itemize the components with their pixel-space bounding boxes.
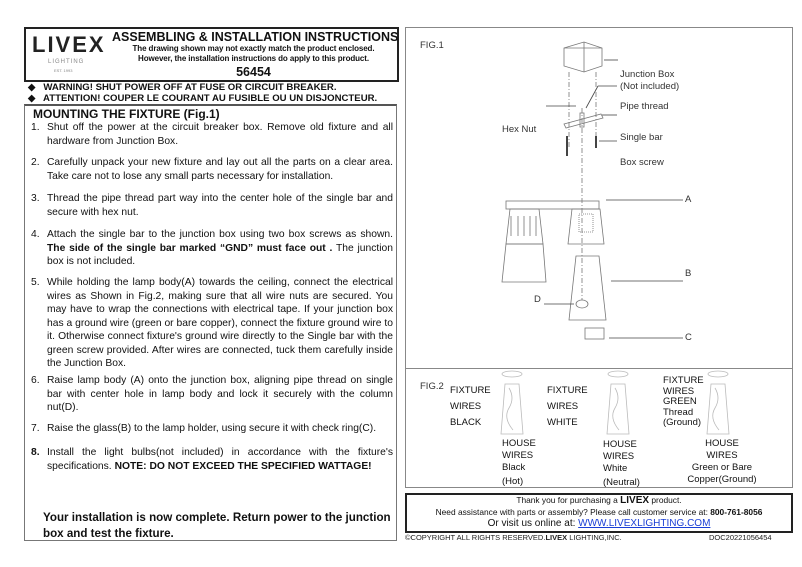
step-2	[31, 156, 393, 183]
step-text: Raise lamp body (A) onto the junction box, aligning pipe thread on single bar with center hole in lamp body and lock it securely with the column nut(D).	[47, 375, 393, 413]
step-6	[31, 374, 393, 415]
label-single-bar: Single bar	[620, 132, 663, 143]
step-number: 6.	[31, 375, 40, 386]
label-c: C	[685, 332, 692, 343]
page-title: ASSEMBLING & INSTALLATION INSTRUCTIONS	[112, 30, 399, 44]
footer-text: Or visit us online at:	[487, 518, 576, 529]
step-4	[31, 228, 393, 269]
step-emphasis: NOTE: DO NOT EXCEED THE SPECIFIED WATTAGE!	[114, 460, 372, 472]
wire-label: HOUSE	[603, 439, 637, 450]
label-b: B	[685, 268, 692, 279]
check-ring-shape	[585, 328, 604, 339]
wire-label: WIRES	[706, 450, 738, 461]
header-note: The drawing shown may not exactly match the product enclosed.	[132, 44, 375, 53]
warning-en: ◆ WARNING! SHUT POWER OFF AT FUSE OR CIRCUIT BREAKER.	[28, 82, 337, 93]
house-wires-ground	[676, 438, 768, 486]
house-wires-white	[603, 439, 640, 489]
fixture-wires-white	[547, 383, 588, 431]
step-text: Install the light bulbs(not included) in accordance with the fixture's specifications.	[47, 447, 393, 472]
footer-text: product.	[651, 495, 682, 505]
header-note: However, the installation instructions do apply to this product.	[138, 54, 369, 63]
wire-label: HOUSE	[502, 438, 536, 449]
label-pipe-thread: Pipe thread	[620, 101, 669, 112]
wire-label: FIXTURE	[450, 385, 491, 396]
step-number: 4.	[31, 229, 40, 240]
label-hex-nut: Hex Nut	[502, 124, 537, 135]
wire-label: WIRES	[663, 385, 695, 397]
copyright-text: LIGHTING,INC.	[567, 533, 622, 542]
wire-label: FIXTURE	[663, 375, 704, 386]
header-title-block	[112, 30, 399, 79]
wire-label: WIRES	[502, 450, 534, 461]
warning-text: ATTENTION! COUPER LE COURANT AU FUSIBLE OU UN DISJONCTEUR.	[43, 93, 378, 104]
fixture-wires-ground	[663, 376, 704, 429]
figure-title: FIG.2	[420, 381, 444, 392]
wire-label: FIXTURE	[547, 385, 588, 396]
step-text: Carefully unpack your new fixture and lay out all the parts on a clear area. Take care not to lose any small parts necessary for installation.	[47, 157, 393, 182]
step-emphasis: The side of the single bar marked “GND” must face out .	[47, 242, 333, 254]
livex-logo	[30, 34, 110, 76]
website-link[interactable]: WWW.LIVEXLIGHTING.COM	[578, 518, 711, 529]
logo-subtitle: LIGHTING	[48, 59, 85, 65]
section-title: MOUNTING THE FIXTURE (Fig.1)	[33, 107, 220, 121]
fixture-wires-black	[450, 383, 491, 431]
step-number: 8.	[31, 447, 40, 458]
copyright-text: ©COPYRIGHT ALL RIGHTS RESERVED.	[405, 533, 546, 542]
wire-label: Black	[502, 462, 526, 473]
figure-2	[405, 368, 793, 488]
step-number: 5.	[31, 277, 40, 288]
step-text: Raise the glass(B) to the lamp holder, using secure it with check ring(C).	[47, 423, 377, 434]
wire-label: WIRES	[547, 401, 579, 412]
step-5	[31, 276, 393, 371]
logo-est: EST. 1993	[54, 68, 73, 73]
wire-label: GREEN	[663, 396, 697, 407]
warning-text: WARNING! SHUT POWER OFF AT FUSE OR CIRCUIT BREAKER.	[43, 82, 337, 93]
figure-title: FIG.1	[420, 40, 444, 51]
label-not-included: (Not included)	[620, 81, 680, 92]
wire-label: Copper(Ground)	[687, 474, 757, 485]
wire-label: (Neutral)	[603, 477, 640, 488]
visit-line	[407, 518, 791, 530]
glass-shape	[569, 256, 606, 320]
wire-label: (Hot)	[502, 476, 524, 487]
brand-name: LIVEX	[620, 495, 650, 506]
document-number: DOC20221056454	[709, 533, 772, 542]
column-nut-shape	[576, 300, 588, 308]
warning-fr: ◆ ATTENTION! COUPER LE COURANT AU FUSIBLE OU UN DISJONCTEUR.	[28, 93, 378, 104]
step-7	[31, 422, 393, 436]
step-8	[31, 446, 393, 473]
step-text: The junction box is not included.	[47, 242, 393, 267]
wire-label: WIRES	[603, 451, 635, 462]
header-box	[24, 27, 399, 82]
logo-wordmark: LIVEX	[32, 32, 106, 57]
step-number: 7.	[31, 423, 40, 434]
step-3	[31, 192, 393, 219]
footer-box	[405, 493, 793, 533]
wire-connector-illustration	[607, 371, 629, 434]
instructions-box	[24, 104, 397, 541]
step-number: 2.	[31, 157, 40, 168]
footer-text: Thank you for purchasing a	[516, 495, 618, 505]
label-box-screw: Box screw	[620, 157, 664, 168]
exploded-diagram	[406, 28, 792, 368]
lamp-body-bar	[506, 201, 599, 209]
wire-label: WIRES	[450, 401, 482, 412]
step-number: 1.	[31, 122, 40, 133]
step-1	[31, 121, 393, 148]
model-number: 56454	[236, 65, 271, 79]
wire-label: (Ground)	[663, 417, 702, 428]
brand-name: LIVEX	[545, 533, 568, 542]
wire-label: Thread	[663, 406, 694, 418]
label-junction-box: Junction Box	[620, 69, 675, 80]
phone-number: 800-761-8056	[710, 506, 763, 517]
figure-1	[405, 27, 793, 369]
step-text: Attach the single bar to the junction box using two box screws as shown.	[47, 229, 393, 240]
footer-text: Need assistance with parts or assembly? Please call customer service at:	[435, 506, 708, 517]
help-line	[407, 507, 791, 519]
copyright	[405, 533, 622, 542]
completion-note: Your installation is now complete. Return power to the junction box and test the fixture.	[43, 511, 391, 540]
wire-label: WHITE	[547, 417, 578, 428]
junction-box-shape	[564, 42, 602, 72]
wire-label: White	[603, 463, 628, 474]
wire-label: HOUSE	[705, 438, 739, 449]
label-d: D	[534, 294, 541, 305]
step-text: Thread the pipe thread part way into the center hole of the single bar and secure with hex nut.	[47, 193, 393, 218]
house-wires-black	[502, 438, 536, 488]
single-bar-shape	[564, 114, 603, 128]
step-text: Shut off the power at the circuit breaker box. Remove old fixture and all hardware from Junction Box.	[47, 122, 393, 147]
wire-connector-illustration	[707, 371, 729, 434]
wire-connector-illustration	[501, 371, 523, 434]
wire-label: Green or Bare	[691, 462, 753, 473]
wire-label: BLACK	[450, 417, 482, 428]
thanks-line	[407, 495, 791, 507]
label-a: A	[685, 194, 692, 205]
step-text: While holding the lamp body(A) towards the ceiling, connect the electrical wires as Shown in Fig.2, making sure that all wire nuts are secured. You may have to wrap the connections with electrical tape. If your junction box has a ground wire (green or bare copper), connect the fixture ground wire to it. Otherwise connect fixture's ground wire directly to the Single bar with the green screw provided. After wires are connected, tuck them carefully inside the Junction Box.	[47, 277, 393, 369]
step-number: 3.	[31, 193, 40, 204]
